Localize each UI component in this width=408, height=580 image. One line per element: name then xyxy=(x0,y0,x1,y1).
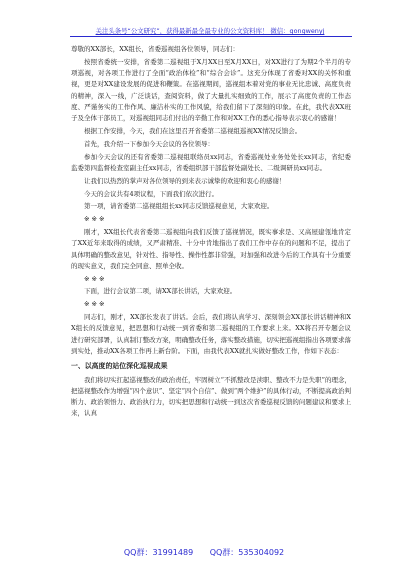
separator: ※ ※ ※ xyxy=(84,215,105,224)
section-heading: 一、以高度的站位深化巡视成果 xyxy=(71,362,168,371)
paragraph: 下面，进行会议第二项，请XX部长讲话，大家欢迎。 xyxy=(84,287,237,296)
paragraph: 按照省委统一安排，省委第二巡视组于X月XX日至X月XX日，对XX进行了为期2个半月的专项巡视，对各项工作进行了全面“政治体检”和“综合会诊”。这充分体现了省委对XX的关怀和重视，更是对XX建设发展的促进和鞭策。在巡视期间，巡视组本着对党的事业无比忠诚、高度负责的精神，深入一线，广泛谈话，查阅资料，做了大量扎实细致的工作，展示了高度负责的工作态度、严谨务实的工作作风、廉洁朴实的工作风貌，给我们留下了深刻的印象。在此，我代表XX班子及全体干部员工，对巡视组同志们付出的辛勤工作和对XX工作的悉心指导表示衷心的感谢！ xyxy=(71,57,351,123)
paragraph: 首先，我介绍一下参加今天会议的各位领导： xyxy=(84,139,214,148)
greeting: 尊敬的XX部长，XX组长，省委巡视组各位领导，同志们： xyxy=(71,45,240,53)
qq-group-2: QQ群：535304092 xyxy=(209,548,285,557)
qq-group-1: QQ群：31991489 xyxy=(123,548,194,557)
paragraph: 根据工作安排，今天，我们在这里召开省委第二巡视组巡视XX情况反馈会。 xyxy=(84,127,302,136)
separator: ※ ※ ※ xyxy=(84,274,105,283)
separator: ※ ※ ※ xyxy=(84,300,105,309)
document-body xyxy=(71,44,351,421)
paragraph: 我们将切实扛起巡视整改的政治责任，牢固树立“不抓整改是渎职、整改不力是失职”的理念，把巡视整改作为增强“四个意识”、坚定“四个自信”、做到“两个维护”的具体行动，不断提高政治判断力、政治领悟力、政治执行力，切实把思想和行动统一到这次省委巡视反馈的问题建议和要求上来，认真 xyxy=(71,375,351,418)
header-divider xyxy=(70,36,352,37)
paragraph: 刚才，XX组长代表省委第二巡视组向我们反馈了巡视情况，既实事求是、又高屋建瓴地肯定了XX近年来取得的成绩，又严肃精准、十分中肯地指出了我们工作中存在的问题和不足，提出了具体明确的整改意见，针对性、指导性、操作性都非常强，对加强和改进今后的工作具有十分重要的现实意义，我们完全同意、照单全收。 xyxy=(71,227,351,270)
paragraph: 同志们，刚才，XX部长发表了讲话。会后，我们将认真学习、深刻领会XX部长讲话精神和XX组长的反馈意见，把思想和行动统一到省委和第二巡视组的工作要求上来。XX将召开专题会议进行研究部署，认真制订整改方案，明确整改任务，落实整改措施，切实把巡视组指出各项要求落到实处，推动XX各项工作再上新台阶。下面，由我代表XX就扎实做好整改工作，作如下表态： xyxy=(71,313,351,355)
paragraph: 参加今天会议的还有省委第二巡视组联络员xx同志，省委巡视处业务处处长xx同志，省纪委监委第四监督检查室副主任xx同志，省委组织部干部监督处副处长、二级调研员xx同志。 xyxy=(71,152,351,172)
paragraph: 第一项，请省委第二巡视组组长xx同志反馈巡视意见，大家欢迎。 xyxy=(84,202,274,211)
paragraph: 让我们以热烈的掌声对各位领导的到来表示诚挚的欢迎和衷心的感谢！ xyxy=(84,176,286,185)
footer xyxy=(0,547,408,558)
header-banner-link[interactable]: 关注头条号“公文研究”，获得最新最全最专业的公文资料库！ 微信：gongwenyj xyxy=(95,27,325,35)
paragraph: 今天的会议共有4项议程，下面我们依次进行。 xyxy=(84,189,219,198)
